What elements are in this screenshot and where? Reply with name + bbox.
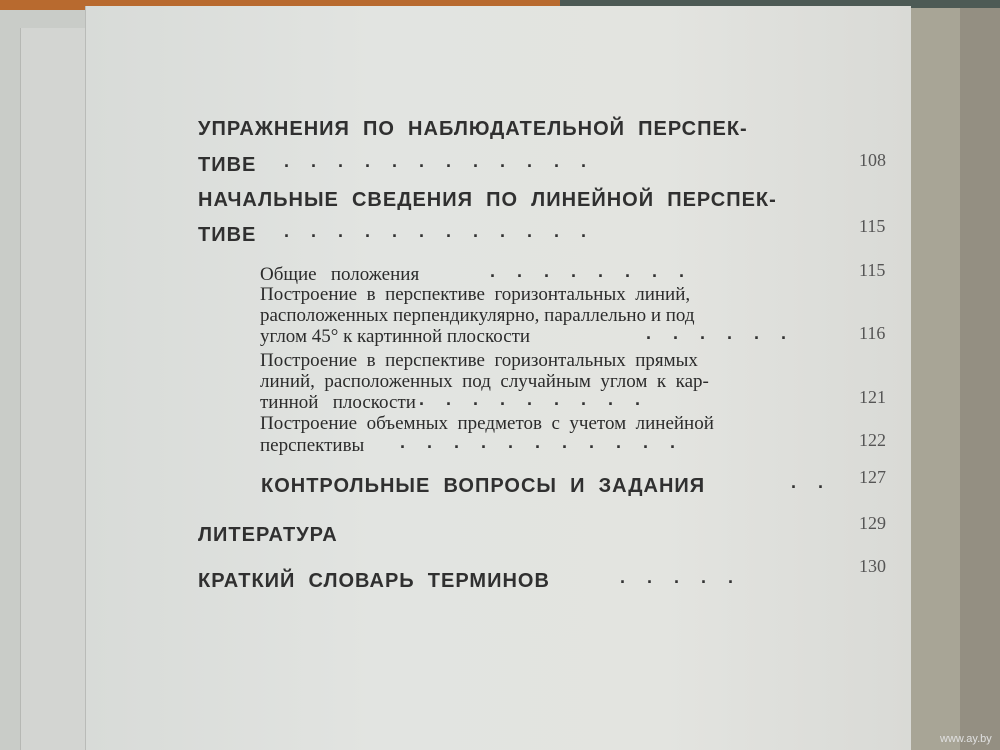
toc-page-number: 115 — [859, 260, 886, 280]
toc-page-number: 121 — [859, 387, 886, 407]
toc-entry-title: НАЧАЛЬНЫЕ СВЕДЕНИЯ ПО ЛИНЕЙНОЙ ПЕРСПЕК- — [198, 189, 777, 211]
toc-entry-title: УПРАЖНЕНИЯ ПО НАБЛЮДАТЕЛЬНОЙ ПЕРСПЕК- — [198, 118, 748, 140]
toc-entry-title: Построение в перспективе горизонтальных линий, — [260, 284, 691, 305]
toc-page-number: 130 — [859, 556, 886, 576]
toc-page-number: 129 — [859, 513, 886, 533]
toc-leader-dots: ...... — [646, 323, 809, 343]
toc-entry-title: Общие положения — [260, 264, 420, 285]
toc-leader-dots: ............ — [284, 151, 609, 171]
contents-page — [85, 6, 911, 750]
toc-entry-title-cont: линий, расположенных под случайным углом к кар- — [260, 371, 709, 392]
toc-entry-title: Построение в перспективе горизонтальных прямых — [260, 350, 698, 371]
toc-entry-title: КРАТКИЙ СЛОВАРЬ ТЕРМИНОВ — [198, 570, 550, 592]
toc-leader-dots: ..... — [620, 567, 756, 587]
back-page-sheet-inner — [20, 28, 91, 750]
toc-leader-dots: ........... — [400, 432, 698, 452]
toc-leader-dots: ......... — [419, 389, 663, 409]
toc-leader-dots: ............ — [284, 221, 609, 241]
toc-leader-dots: .. — [791, 472, 846, 492]
toc-page-number: 108 — [859, 150, 886, 170]
toc-page-number: 127 — [859, 467, 886, 487]
toc-leader-dots: ........ — [490, 261, 707, 281]
toc-entry-title-cont: расположенных перпендикулярно, параллельно и под — [260, 305, 695, 326]
toc-entry-title-cont: ТИВЕ — [198, 224, 257, 246]
toc-entry-title: ЛИТЕРАТУРА — [198, 524, 338, 546]
toc-entry-title: КОНТРОЛЬНЫЕ ВОПРОСЫ И ЗАДАНИЯ — [261, 475, 706, 497]
toc-entry-title-cont: углом 45° к картинной плоскости — [260, 326, 531, 347]
toc-entry-title: Построение объемных предметов с учетом линейной — [260, 413, 714, 434]
toc-page-number: 115 — [859, 216, 886, 236]
toc-entry-title-cont: тинной плоскости — [260, 392, 416, 413]
toc-entry-title-cont: перспективы — [260, 435, 365, 456]
toc-page-number: 116 — [859, 323, 886, 343]
book-board-right-shade — [960, 8, 1000, 750]
toc-entry-title-cont: ТИВЕ — [198, 154, 257, 176]
toc-page-number: 122 — [859, 430, 886, 450]
watermark-text: www.ay.by — [940, 733, 992, 745]
